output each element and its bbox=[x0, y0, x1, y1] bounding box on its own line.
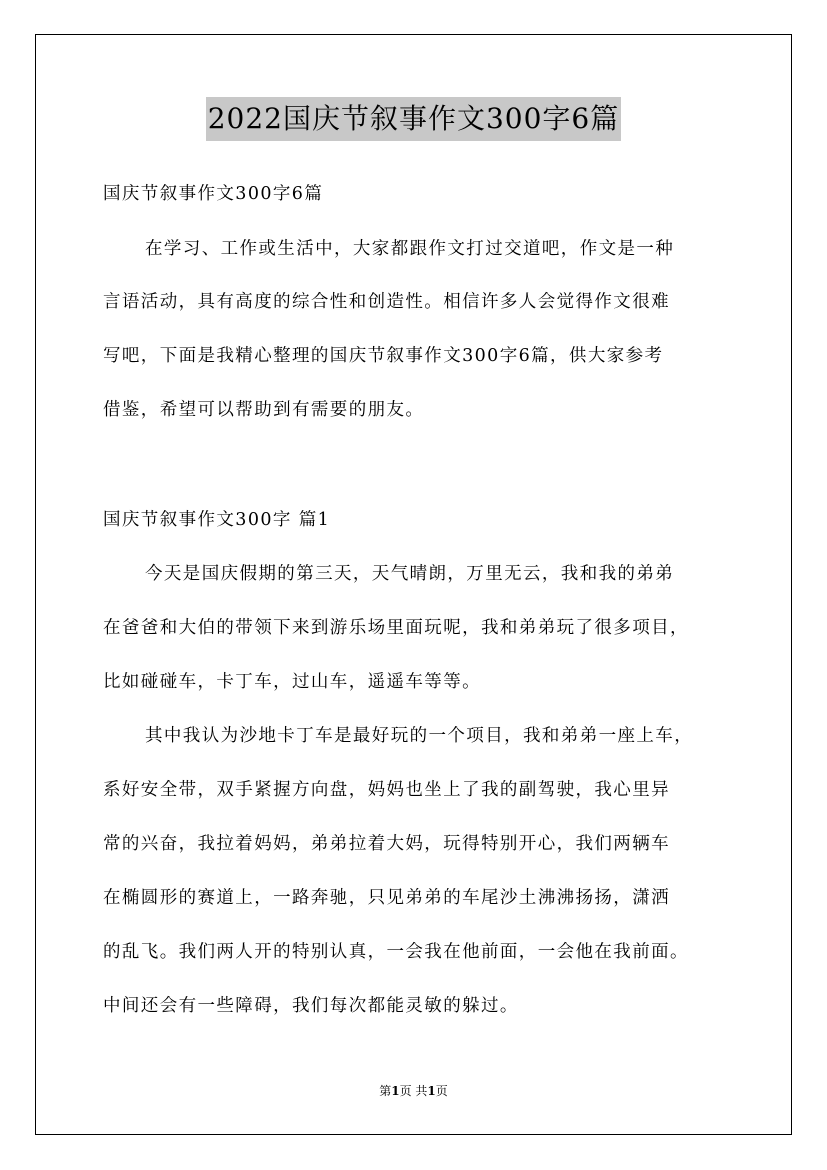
para2-line: 常的兴奋，我拉着妈妈，弟弟拉着大妈，玩得特别开心，我们两辆车 bbox=[103, 834, 670, 854]
para2-line: 的乱飞。我们两人开的特别认真，一会我在他前面，一会他在我前面。 bbox=[103, 942, 689, 962]
para1-line: 今天是国庆假期的第三天，天气晴朗，万里无云，我和我的弟弟 bbox=[145, 564, 675, 584]
intro-line: 写吧，下面是我精心整理的国庆节叙事作文300字6篇，供大家参考 bbox=[103, 346, 664, 366]
intro-line: 借鉴，希望可以帮助到有需要的朋友。 bbox=[103, 400, 425, 420]
title-container bbox=[0, 97, 827, 141]
para1-line: 比如碰碰车，卡丁车，过山车，遥遥车等等。 bbox=[103, 672, 481, 692]
para2-line: 系好安全带，双手紧握方向盘，妈妈也坐上了我的副驾驶，我心里异 bbox=[103, 780, 670, 800]
page-footer bbox=[0, 1083, 827, 1099]
document-title: 2022国庆节叙事作文300字6篇 bbox=[206, 97, 622, 141]
para2-line: 在椭圆形的赛道上，一路奔驰，只见弟弟的车尾沙土沸沸扬扬，潇洒 bbox=[103, 888, 670, 908]
section-heading: 国庆节叙事作文300字 篇1 bbox=[103, 510, 331, 530]
footer-prefix: 第 bbox=[379, 1084, 392, 1098]
subtitle: 国庆节叙事作文300字6篇 bbox=[103, 184, 324, 204]
para2-line: 中间还会有一些障碍，我们每次都能灵敏的躲过。 bbox=[103, 996, 519, 1016]
para1-line: 在爸爸和大伯的带领下来到游乐场里面玩呢，我和弟弟玩了很多项目， bbox=[103, 618, 689, 638]
intro-line: 言语活动，具有高度的综合性和创造性。相信许多人会觉得作文很难 bbox=[103, 292, 670, 312]
footer-page-number: 1 bbox=[391, 1084, 400, 1098]
para2-line: 其中我认为沙地卡丁车是最好玩的一个项目，我和弟弟一座上车， bbox=[145, 726, 694, 746]
footer-page-total: 1 bbox=[427, 1084, 436, 1098]
footer-suffix: 页 bbox=[435, 1084, 448, 1098]
footer-mid: 页 共 bbox=[399, 1084, 428, 1098]
intro-line: 在学习、工作或生活中，大家都跟作文打过交道吧，作文是一种 bbox=[145, 239, 675, 259]
